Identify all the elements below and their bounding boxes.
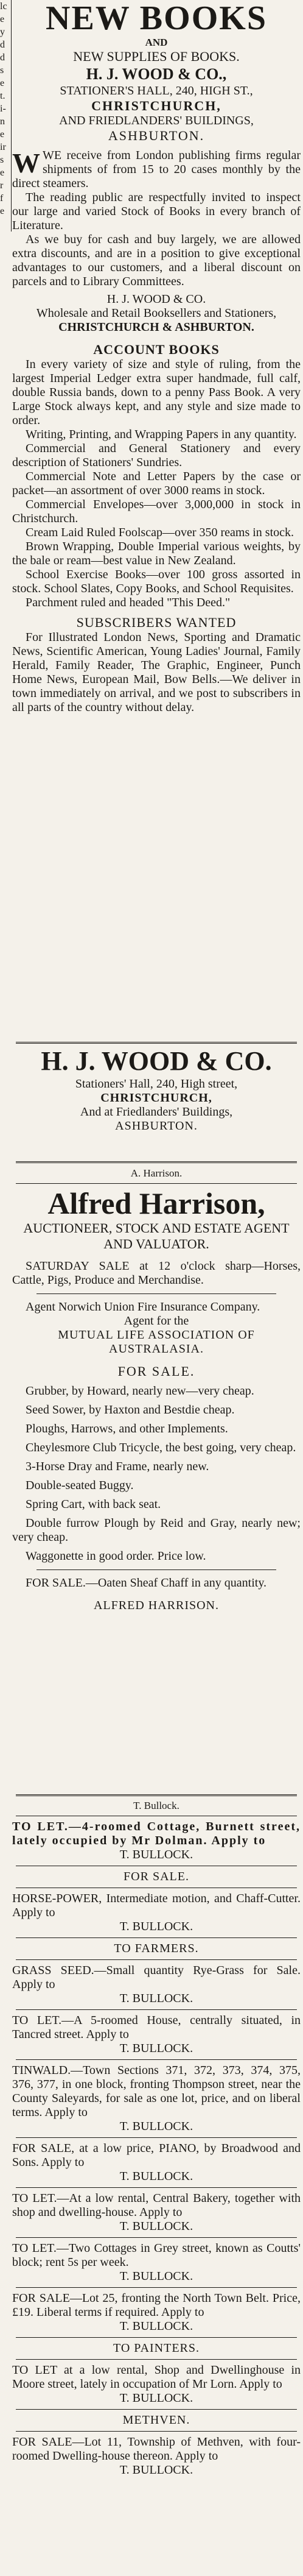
divider-rule xyxy=(16,1794,297,1796)
gutter-fragment: d xyxy=(0,52,5,63)
bullock-ad-cottage-text: TO LET.—4-roomed Cottage, Burnett street, lately occupied by Mr Dolman. Apply to xyxy=(12,1820,301,1847)
divider-rule xyxy=(16,1161,297,1163)
wood-footer-line2: CHRISTCHURCH, xyxy=(100,1091,212,1105)
harrison-name: Alfred Harrison, xyxy=(47,1186,265,1220)
gutter-fragment: ir xyxy=(0,142,6,152)
wood-para1: WE receive from London publishing firms regular shipments of from 15 to 20 cases monthly by the direct steamers. xyxy=(12,149,301,190)
divider-rule xyxy=(16,2137,297,2138)
bullock-ad-house: TO LET.—A 5-roomed House, centrally situated, in Tancred street. Apply to xyxy=(12,2014,301,2041)
harrison-agent3: MUTUAL LIFE ASSOCIATION OF AUSTRALASIA. xyxy=(58,1328,255,1356)
bullock-painters: TO PAINTERS. xyxy=(113,2341,200,2355)
bullock-ad-tinwald: TINWALD.—Town Sections 371, 372, 373, 374, 375, 376, 377, in one block, fronting Thompson street, near the County Saleyards, for sale as one lot, price, and on liberal terms. Apply to xyxy=(12,2064,301,2119)
subscribers-heading: SUBSCRIBERS WANTED xyxy=(76,615,237,630)
account-books-para5: Commercial Envelopes—over 3,000,000 in stock in Christchurch. xyxy=(12,498,301,525)
wood-subheading: NEW SUPPLIES OF BOOKS. xyxy=(73,49,240,64)
account-books-para9: Parchment ruled and headed "This Deed." xyxy=(26,596,231,609)
wood-sig1: H. J. WOOD & CO. xyxy=(106,292,206,306)
gutter-fragment: y xyxy=(0,27,5,37)
account-books-para1: In every variety of size and style of ruling, from the largest Imperial Ledger extra super handmade, full calf, double Russia bands, down to a penny Pass Book. A very Large Stock always kept, and any style and size made to order. xyxy=(12,358,301,427)
gutter-fragment: e xyxy=(0,206,5,216)
gutter-fragment: e xyxy=(0,168,5,178)
divider-rule xyxy=(16,1183,297,1184)
harrison-items xyxy=(12,1384,301,1563)
harrison-item: Grubber, by Howard, nearly new—very cheap. xyxy=(26,1384,254,1398)
bullock-ad-methven-signature: T. BULLOCK. xyxy=(119,2463,193,2477)
wood-heading: NEW BOOKS xyxy=(46,0,267,37)
bullock-ad-lot25: FOR SALE—Lot 25, fronting the North Town Belt. Price, £19. Liberal terms if required. Apply to xyxy=(12,2291,301,2319)
divider-rule xyxy=(16,2187,297,2188)
gutter-fragment: i- xyxy=(0,104,6,114)
account-books-para3: Commercial and General Stationery and every description of Stationers' Sundries. xyxy=(12,442,301,469)
wood-footer-firm: H. J. WOOD & CO. xyxy=(41,1046,272,1076)
bullock-ad-grassseed-signature: T. BULLOCK. xyxy=(119,1992,193,2005)
bullock-label: T. Bullock. xyxy=(133,1800,179,1811)
harrison-oaten: FOR SALE.—Oaten Sheaf Chaff in any quantity. xyxy=(26,1576,267,1590)
wood-and: AND xyxy=(145,37,168,48)
left-gutter-fragments xyxy=(0,0,11,232)
divider-rule xyxy=(16,2409,297,2410)
wood-firm: H. J. WOOD & CO., xyxy=(86,65,227,83)
wood-address1: STATIONER'S HALL, 240, HIGH ST., xyxy=(60,84,253,97)
wood-footer-line4: ASHBURTON. xyxy=(115,1119,198,1133)
bullock-ad-horsepower: HORSE-POWER, Intermediate motion, and Chaff-Cutter. Apply to xyxy=(12,1892,301,1919)
harrison-item: Waggonette in good order. Price low. xyxy=(26,1549,206,1563)
gutter-fragment: e xyxy=(0,14,5,24)
harrison-title: AUCTIONEER, STOCK AND ESTATE AGENT AND VALUATOR. xyxy=(23,1220,290,1251)
account-books-para8: School Exercise Books—over 100 gross assorted in stock. School Slates, Copy Books, and School Requisites. xyxy=(12,568,301,595)
bullock-ad-bakery-signature: T. BULLOCK. xyxy=(119,2220,193,2233)
bullock-ad-lot25-signature: T. BULLOCK. xyxy=(119,2319,193,2333)
divider-rule xyxy=(16,2237,297,2238)
bullock-forsale: FOR SALE. xyxy=(124,1870,189,1883)
account-books-para6: Cream Laid Ruled Foolscap—over 350 reams in stock. xyxy=(26,526,294,539)
bullock-ad-shop-signature: T. BULLOCK. xyxy=(119,2391,193,2405)
wood-dropcap: W xyxy=(12,147,40,179)
bullock-ad-house-signature: T. BULLOCK. xyxy=(119,2042,193,2055)
gutter-fragment: t. xyxy=(0,91,5,101)
harrison-item: Seed Sower, by Haxton and Bestdie cheap. xyxy=(26,1403,235,1417)
bullock-ad-bakery: TO LET.—At a low rental, Central Bakery, together with shop and dwelling-house. Apply to xyxy=(12,2192,301,2219)
divider-rule xyxy=(16,2059,297,2060)
wood-para2: The reading public are respectfully invited to inspect our large and varied Stock of Books in every branch of Literature. xyxy=(12,191,301,232)
wood-advertisement xyxy=(12,0,301,1039)
column-divider xyxy=(11,0,12,232)
bullock-ad-tinwald-signature: T. BULLOCK. xyxy=(119,2120,193,2133)
harrison-item: Double-seated Buggy. xyxy=(26,1479,134,1492)
wood-sig3: CHRISTCHURCH & ASHBURTON. xyxy=(58,320,254,334)
wood-footer-line3: And at Friedlanders' Buildings, xyxy=(80,1105,233,1119)
divider-rule xyxy=(16,2009,297,2010)
bullock-ad-piano-signature: T. BULLOCK. xyxy=(119,2170,193,2183)
bullock-ad-shop: TO LET at a low rental, Shop and Dwellinghouse in Moore street, lately in occupation of Mr Lorn. Apply to xyxy=(12,2363,301,2391)
harrison-item: 3-Horse Dray and Frame, nearly new. xyxy=(26,1460,209,1473)
bullock-farmers: TO FARMERS. xyxy=(114,1942,199,1955)
gutter-fragment: s xyxy=(0,65,4,76)
gutter-fragment: r xyxy=(0,180,4,191)
divider-rule xyxy=(16,2287,297,2288)
bullock-ad-cottage-signature: T. BULLOCK. xyxy=(119,1848,193,1861)
wood-intro xyxy=(12,149,301,191)
harrison-label: A. Harrison. xyxy=(130,1167,183,1179)
gutter-fragment: n xyxy=(0,116,5,127)
account-books-para2: Writing, Printing, and Wrapping Papers in any quantity. xyxy=(26,428,297,441)
account-books-para4: Commercial Note and Letter Papers by the case or packet—an assortment of over 3000 reams in stock. xyxy=(12,470,301,497)
account-books-para7: Brown Wrapping, Double Imperial various weights, by the bale or ream—best value in New Zealand. xyxy=(12,540,301,567)
gutter-fragment: s xyxy=(0,155,4,165)
wood-address2: AND FRIEDLANDERS' BUILDINGS, xyxy=(59,114,254,127)
harrison-agent2: Agent for the xyxy=(124,1314,189,1328)
divider-rule xyxy=(16,1937,297,1938)
account-books-heading: ACCOUNT BOOKS xyxy=(93,342,220,357)
harrison-signature: ALFRED HARRISON. xyxy=(93,1599,220,1612)
divider-rule xyxy=(16,1959,297,1960)
bullock-ad-horsepower-signature: T. BULLOCK. xyxy=(119,1920,193,1933)
bullock-ad-cottage xyxy=(12,1820,301,1848)
gutter-fragment: e xyxy=(0,129,5,140)
harrison-agent1: Agent Norwich Union Fire Insurance Company. xyxy=(26,1300,260,1314)
bullock-advertisement xyxy=(12,1797,301,2576)
gutter-fragment: d xyxy=(0,40,5,50)
advertisement-column xyxy=(12,0,301,2576)
wood-city: CHRISTCHURCH, xyxy=(91,98,221,113)
bullock-ad-grassseed: GRASS SEED.—Small quantity Rye-Grass for Sale. Apply to xyxy=(12,1964,301,1991)
harrison-sale: SATURDAY SALE at 12 o'clock sharp—Horses, Cattle, Pigs, Produce and Merchandise. xyxy=(12,1259,301,1287)
wood-para3: As we buy for cash and buy largely, we are allowed extra discounts, and are in a position to give exceptional advantages to our customers, and a liberal discount on parcels and to Library Committees. xyxy=(12,233,301,288)
gutter-fragment: lc xyxy=(0,1,7,12)
bullock-ad-methven: FOR SALE—Lot 11, Township of Methven, with four-roomed Dwelling-house thereon. Apply to xyxy=(12,2435,301,2463)
harrison-advertisement xyxy=(12,1164,301,1791)
divider-rule xyxy=(37,1293,276,1294)
bullock-ad-cottages-signature: T. BULLOCK. xyxy=(119,2270,193,2283)
wood-footer-line1: Stationers' Hall, 240, High street, xyxy=(75,1077,238,1091)
harrison-item: Spring Cart, with back seat. xyxy=(26,1498,161,1511)
wood-sig2: Wholesale and Retail Booksellers and Stationers, xyxy=(36,306,277,320)
divider-rule xyxy=(16,2431,297,2432)
divider-rule xyxy=(37,1569,276,1570)
wood-town: ASHBURTON. xyxy=(108,128,205,143)
divider-rule xyxy=(16,2359,297,2360)
harrison-forsale: FOR SALE. xyxy=(117,1364,195,1379)
harrison-item: Cheylesmore Club Tricycle, the best going, very cheap. xyxy=(26,1441,296,1454)
subscribers-para: For Illustrated London News, Sporting and Dramatic News, Scientific American, Young Ladies' Journal, Family Herald, Family Reader, The Graphic, Engineer, Punch Home News, European Mail, Bow Bells.—We deliver in town immediately on arrival, and we post to subscribers in all parts of the country without delay. xyxy=(12,631,301,714)
divider-rule xyxy=(16,2337,297,2338)
harrison-item: Double furrow Plough by Reid and Gray, nearly new; very cheap. xyxy=(12,1516,301,1544)
harrison-item: Ploughs, Harrows, and other Implements. xyxy=(26,1422,228,1435)
bullock-methven: METHVEN. xyxy=(122,2413,190,2427)
bullock-ad-piano: FOR SALE, at a low price, PIANO, by Broadwood and Sons. Apply to xyxy=(12,2142,301,2169)
gutter-fragment: e xyxy=(0,78,5,88)
divider-rule xyxy=(16,1042,297,1044)
gutter-fragment: f xyxy=(0,193,4,203)
bullock-ad-cottages: TO LET.—Two Cottages in Grey street, known as Coutts' block; rent 5s per week. xyxy=(12,2242,301,2269)
wood-footer xyxy=(12,1046,301,1160)
